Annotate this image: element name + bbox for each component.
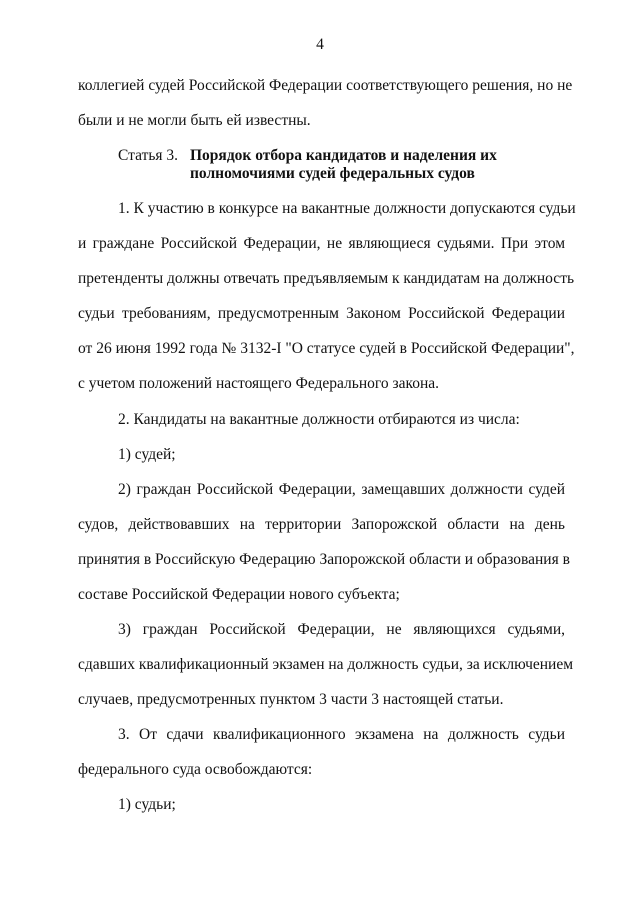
article-title-line: Порядок отбора кандидатов и наделения их [190,147,497,164]
text-line: и граждане Российской Федерации, не являющиеся судьями. При этом [78,235,565,252]
text-line: 3. От сдачи квалификационного экзамена на должность судьи [118,726,565,743]
text-line: судьи требованиям, предусмотренным Законом Российской Федерации [78,305,565,322]
text-line: 2. Кандидаты на вакантные должности отбираются из числа: [118,411,520,428]
text-line: 1) судьи; [118,796,176,813]
text-line: коллегией судей Российской Федерации соответствующего решения, но не [78,77,573,94]
text-line: 2) граждан Российской Федерации, замещавших должности судей [118,481,565,498]
text-line: 1) судей; [118,446,176,463]
text-line: с учетом положений настоящего Федерального закона. [78,375,440,392]
text-line: случаев, предусмотренных пунктом 3 части 3 настоящей статьи. [78,691,504,708]
text-line: принятия в Российскую Федерацию Запорожской области и образования в [78,551,570,568]
page-number: 4 [316,36,324,53]
text-line: претенденты должны отвечать предъявляемым к кандидатам на должность [78,270,575,287]
text-line: 1. К участию в конкурсе на вакантные должности допускаются судьи [118,200,576,217]
text-line: составе Российской Федерации нового субъекта; [78,586,400,603]
article-label: Статья 3. [118,147,179,164]
text-line: судов, действовавших на территории Запорожской области на день [78,516,565,533]
text-line: были и не могли быть ей известны. [78,112,311,129]
article-title-line: полномочиями судей федеральных судов [190,165,475,182]
text-line: сдавших квалификационный экзамен на должность судьи, за исключением [78,656,574,673]
text-line: 3) граждан Российской Федерации, не являющихся судьями, [118,621,565,638]
text-line: от 26 июня 1992 года № 3132-I "О статусе судей в Российской Федерации", [78,340,575,357]
text-line: федерального суда освобождаются: [78,761,313,778]
